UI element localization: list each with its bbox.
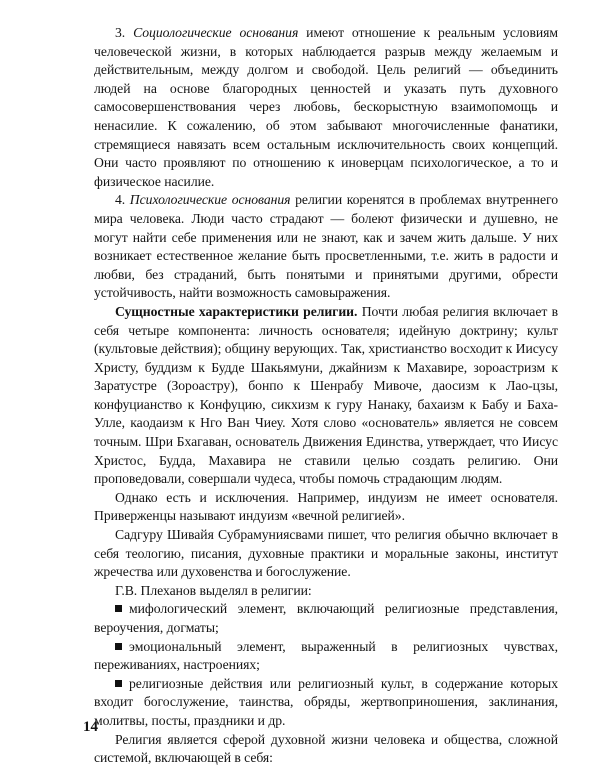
paragraph-plekhanov: Г.В. Плеханов выделял в религии: [115,582,312,598]
paragraph-sociological: 3. Социологические основания имеют отношение к реальным условиям человеческой жизни, в которых наблюдается разрыв между желаемым и действительным, между долгом и свободой. Цель религий — объединить людей на основе благородных ценностей и указать путь духовного самосовершенствования через любовь, бескорыстную взаимопомощь и ненасилие. К сожалению, об этом забывают многочисленные фанатики, стремящиеся навязать всем остальным исключительность своих концепций. Они часто проявляют по отношению к иноверцам психологическое, а то и физическое насилие. [94,25,558,189]
paragraph-psychological: 4. Психологические основания религии коренятся в проблемах внутреннего мира человека. Люди часто страдают — болеют физически и душевно, не могут найти себе применения или не знают, как и зачем жить дальше. У них возникает естественное желание быть просветленными, т.е. жить в радости и любви, без страданий, быть понятыми и принятыми другими, обрести устойчивость, найти возможность самовыражения. [94,192,558,301]
bullet-item: мифологический элемент, включающий религиозные представления, вероучения, догматы; [94,601,558,635]
paragraph-exceptions: Однако есть и исключения. Например, индуизм не имеет основателя. Приверженцы называют индуизм «вечной религией». [94,489,558,524]
paragraph-characteristics: Сущностные характеристики религии. Почти любая религия включает в себя четыре компонента: личность основателя; идейную доктрину; культ (культовые действия); общину верующих. Так, христианство восходит к Иисусу Христу, буддизм к Будде Шакьямуни, джайнизм к Махавире, зороастризм к Заратустре (Зороастру), бонпо к Шенрабу Мивоче, даосизм к Лао-цзы, конфуцианство к Конфуцию, сикхизм к гуру Нанаку, бахаизм к Бабу и Баха-Улле, каодаизм к Нго Ван Чиеу. Хотя слово «основатель» является не совсем точным. Шри Бхагаван, основатель Движения Единства, утверждает, что Иисус Христос, Будда, Махавира не ставили целью создать религию. Они проповедовали, совершали чудеса, чтобы помочь страдающим людям. [94,303,558,487]
page-number: 14 [83,719,98,735]
square-bullet-icon [115,680,122,687]
term-sociological: Социологические основания [133,25,299,40]
page-text [94,24,558,768]
bullet-item: религиозные действия или религиозный культ, в содержание которых входит богослужение, таинства, обряды, жертвоприношения, заклинания, молитвы, посты, праздники и др. [94,675,558,728]
paragraph-sadguru: Садгуру Шивайя Субрамуниясвами пишет, что религия обычно включает в себя теологию, писания, духовные практики и моральные законы, институт жречества или духовенства и богослужение. [94,527,558,580]
heading-characteristics: Сущностные характеристики религии. [115,303,358,319]
term-psychological: Психологические основания [129,192,291,208]
bullet-item: эмоциональный элемент, выраженный в религиозных чувствах, переживаниях, настроениях; [94,638,558,673]
paragraph-closing: Религия является сферой духовной жизни человека и общества, сложной системой, включающей в себя: [94,731,558,766]
square-bullet-icon [115,643,122,650]
square-bullet-icon [115,605,122,612]
